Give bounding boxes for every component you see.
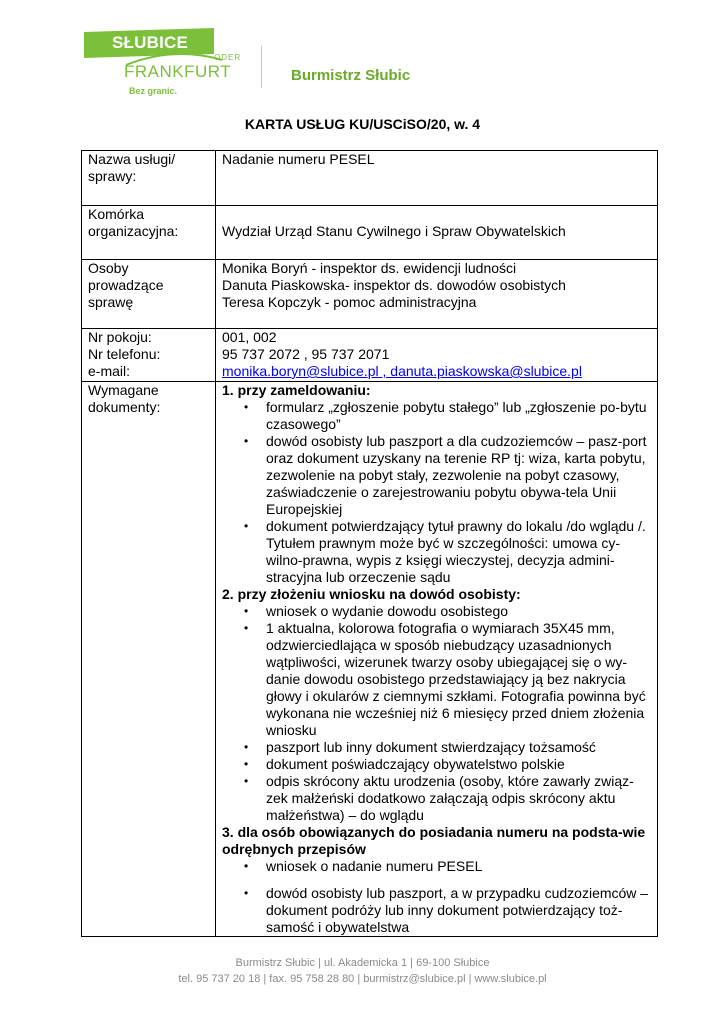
value-contact <box>216 329 658 382</box>
list-item: • dowód osobisty lub paszport a dla cudzoziemców – pasz-port oraz dokument uzyskany na terenie RP tj: wiza, karta pobytu, zezwolenie na pobyt stały, zezwolenie na pobyt czasowy, zaświadczenie o zarejestrowaniu pobytu obywa-tela Unii Europejskiej <box>266 433 651 518</box>
value-unit: Wydział Urząd Stanu Cywilnego i Spraw Obywatelskich <box>222 223 566 239</box>
list-item: • paszport lub inny dokument stwierdzający tożsamość <box>266 739 651 756</box>
value-documents <box>216 382 658 937</box>
row-contact <box>82 329 658 382</box>
section1-title: 1. przy zameldowaniu: <box>222 382 371 398</box>
list-item: • dowód osobisty lub paszport, a w przypadku cudzoziemców – dokument podróży lub inny dokument potwierdzający toż-samość i obywatelstwa <box>266 885 651 936</box>
list-gap <box>266 875 651 885</box>
row-documents <box>82 382 658 937</box>
logo-oder: ODER <box>214 53 242 62</box>
page-title: KARTA USŁUG KU/USCiSO/20, w. 4 <box>244 116 481 132</box>
label-contact: Nr pokoju: Nr telefonu: e-mail: <box>82 329 216 382</box>
list-item: • wniosek o wydanie dowodu osobistego <box>266 603 651 620</box>
authority-name: Burmistrz Słubic <box>291 67 411 84</box>
section2-title: 2. przy złożeniu wniosku na dowód osobisty: <box>222 586 521 602</box>
list-item: • formularz „zgłoszenie pobytu stałego” lub „zgłoszenie po-bytu czasowego” <box>266 399 651 433</box>
label-persons: Osoby prowadzące sprawę <box>82 260 216 329</box>
row-service <box>82 151 658 206</box>
value-persons: Monika Boryń - inspektor ds. ewidencji ludności Danuta Piaskowska- inspektor ds. dowodów osobistych Teresa Kopczyk - pomoc administracyjna <box>216 260 658 329</box>
section1-list <box>222 399 651 586</box>
footer-contact: tel. 95 737 20 18 | fax. 95 758 28 80 | burmistrz@slubice.pl | www.slubice.pl <box>178 973 547 985</box>
list-item: • dokument potwierdzający tytuł prawny do lokalu /do wglądu /. Tytułem prawnym może być w szczególności: umowa cy-wilno-prawna, wypis z księgi wieczystej, decyzja admini-stracyjna lub orzeczenie sądu <box>266 518 651 586</box>
label-unit: Komórka organizacyjna: <box>82 206 216 260</box>
section3-list <box>222 858 651 936</box>
room-number: 001, 002 <box>222 329 277 345</box>
logo-slogan: Bez granic. <box>129 86 178 96</box>
logo-city-name: SŁUBICE <box>112 33 189 52</box>
footer-address: Burmistrz Słubic | ul. Akademicka 1 | 69-100 Słubice <box>235 957 490 969</box>
row-unit <box>82 206 658 260</box>
slubice-logo <box>84 28 242 100</box>
email-link[interactable]: monika.boryn@slubice.pl , danuta.piaskowska@slubice.pl <box>222 363 582 379</box>
phone-number: 95 737 2072 , 95 737 2071 <box>222 346 390 362</box>
section3-title: 3. dla osób obowiązanych do posiadania numeru na podsta-wie odrębnych przepisów <box>222 824 646 857</box>
list-item: • wniosek o nadanie numeru PESEL <box>266 858 651 875</box>
section2-list <box>222 603 651 824</box>
header-divider <box>261 46 262 88</box>
label-service: Nazwa usługi/ sprawy: <box>82 151 216 206</box>
label-documents: Wymagane dokumenty: <box>82 382 216 937</box>
service-card-table <box>81 150 658 937</box>
list-item: • dokument poświadczający obywatelstwo polskie <box>266 756 651 773</box>
list-item: • 1 aktualna, kolorowa fotografia o wymiarach 35X45 mm, odzwierciedlająca w sposób niebudzący uzasadnionych wątpliwości, wizerunek twarzy osoby ubiegającej się o wy-danie dowodu osobistego przedstawiający ją bez nakrycia głowy i okularów z ciemnymi szkłami. Fotografia powinna być wykonana nie wcześniej niż 6 miesięcy przed dniem złożenia wniosku <box>266 620 651 739</box>
value-unit-cell <box>216 206 658 260</box>
list-item: • odpis skrócony aktu urodzenia (osoby, które zawarły związ-zek małżeński dodatkowo załączają odpis skrócony aktu małżeństwa) – do wglądu <box>266 773 651 824</box>
logo-frankfurt: FRANKFURT <box>124 62 232 81</box>
row-persons <box>82 260 658 329</box>
value-service: Nadanie numeru PESEL <box>216 151 658 206</box>
